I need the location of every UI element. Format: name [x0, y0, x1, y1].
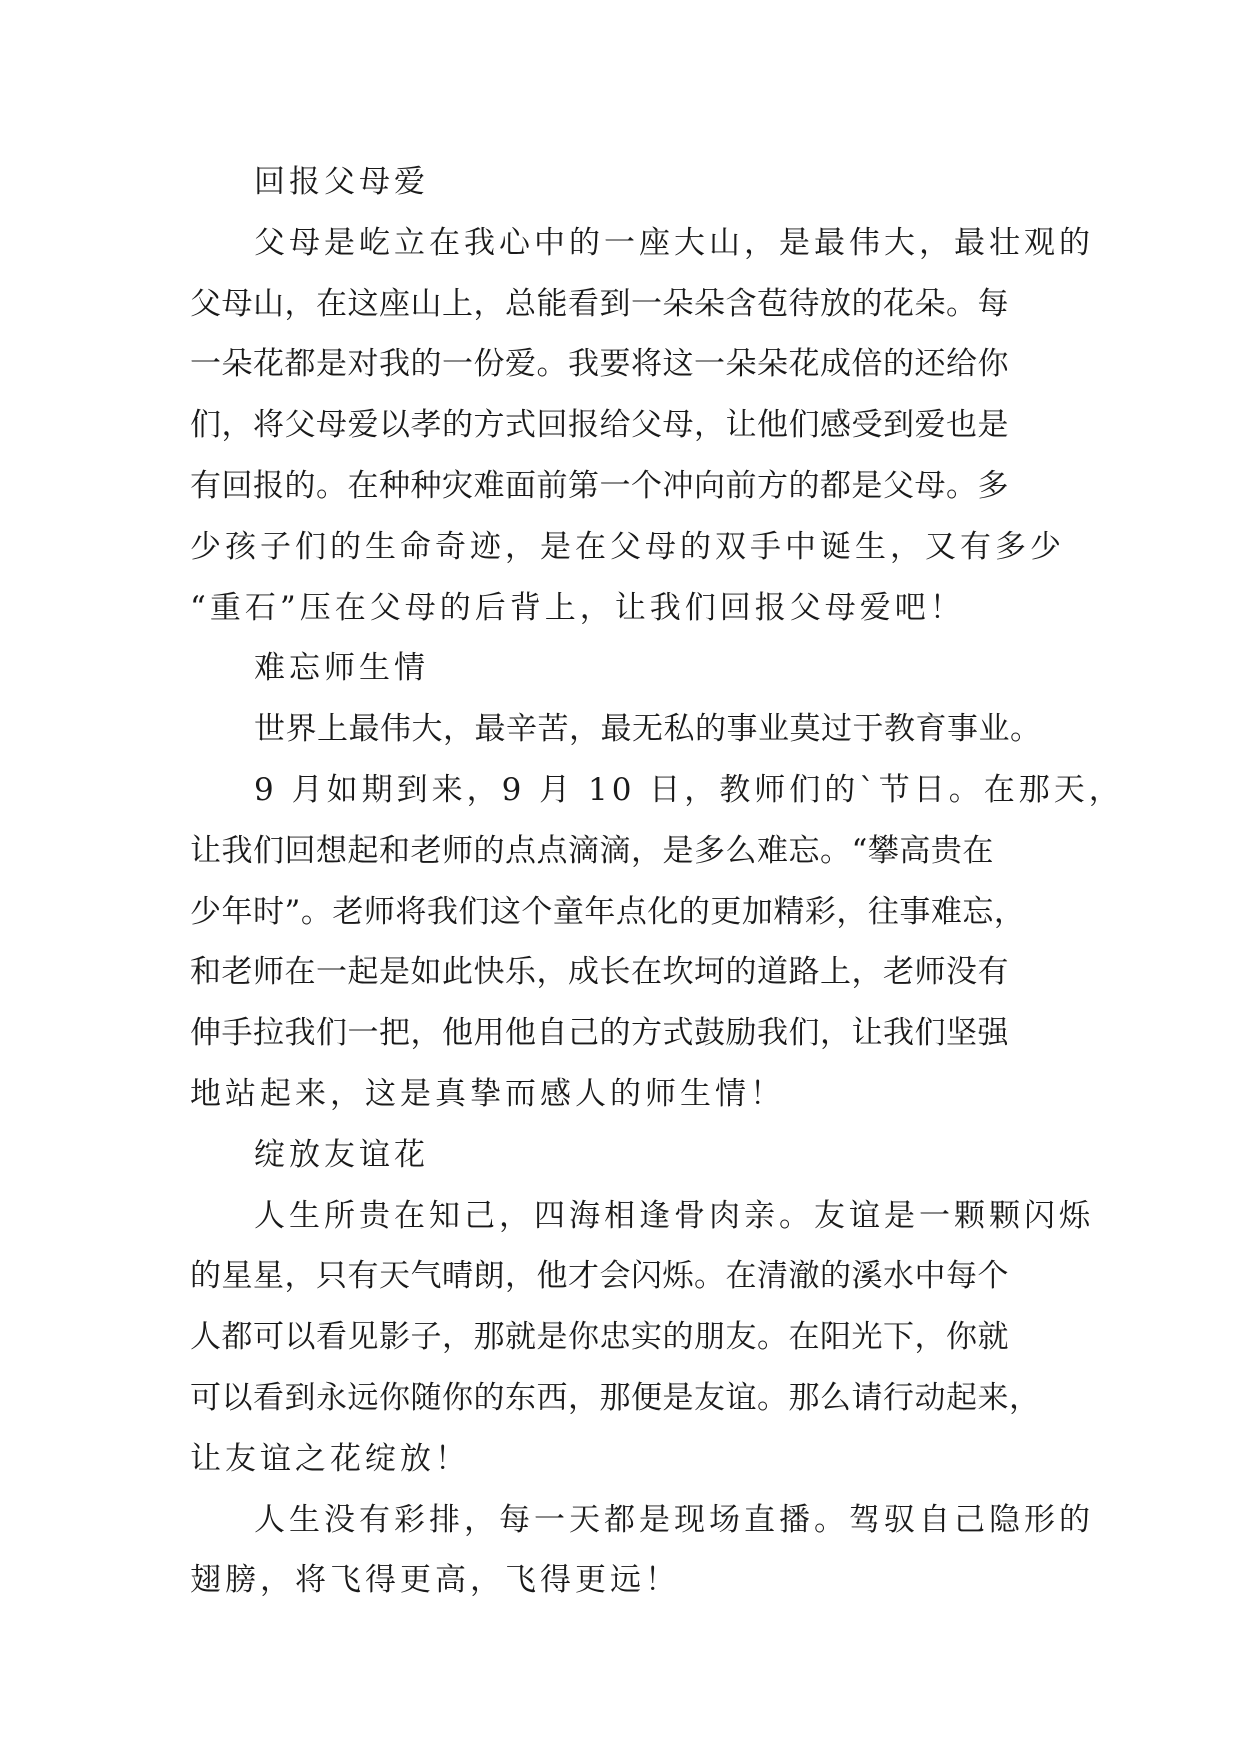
paragraph-line: 地站起来，这是真挚而感人的师生情！ [190, 1075, 785, 1112]
paragraph-line: 人生没有彩排，每一天都是现场直播。驾驭自己隐形的 [254, 1501, 1094, 1538]
paragraph-line: 让友谊之花绽放！ [190, 1440, 470, 1477]
section-heading-repay-parents: 回报父母爱 [254, 164, 429, 200]
paragraph-line: 一朵花都是对我的一份爱。我要将这一朵朵花成倍的还给你 [190, 346, 1009, 383]
document-body [190, 152, 1124, 1611]
paragraph-line: 的星星，只有天气晴朗，他才会闪烁。在清澈的溪水中每个 [190, 1258, 1009, 1295]
section-heading-friendship: 绽放友谊花 [254, 1136, 429, 1173]
paragraph-line: 世界上最伟大，最辛苦，最无私的事业莫过于教育事业。 [254, 711, 1042, 748]
paragraph-line: 可以看到永远你随你的东西，那便是友谊。那么请行动起来， [190, 1379, 1041, 1416]
paragraph-line: 9 月如期到来，9 月 10 日，教师们的`节日。在那天， [254, 771, 1124, 808]
paragraph-line: 有回报的。在种种灾难面前第一个冲向前方的都是父母。多 [190, 467, 1009, 504]
paragraph-line: 伸手拉我们一把，他用他自己的方式鼓励我们，让我们坚强 [190, 1015, 1009, 1052]
paragraph-line: “重石”压在父母的后背上，让我们回报父母爱吧！ [190, 589, 965, 626]
section-heading-teacher-student: 难忘师生情 [254, 650, 429, 687]
paragraph-line: 少年时”。老师将我们这个童年点化的更加精彩，往事难忘， [190, 893, 1026, 930]
paragraph-line: 父母山，在这座山上，总能看到一朵朵含苞待放的花朵。每 [190, 285, 1009, 322]
paragraph-line: 人都可以看见影子，那就是你忠实的朋友。在阳光下，你就 [190, 1319, 1009, 1356]
paragraph-line: 翅膀，将飞得更高，飞得更远！ [190, 1562, 680, 1599]
paragraph-line: 少孩子们的生命奇迹，是在父母的双手中诞生，又有多少 [190, 528, 1065, 565]
paragraph-line: 父母是屹立在我心中的一座大山，是最伟大，最壮观的 [254, 224, 1094, 261]
paragraph-line: 让我们回想起和老师的点点滴滴，是多么难忘。“攀高贵在 [190, 832, 994, 869]
paragraph-line: 人生所贵在知己，四海相逢骨肉亲。友谊是一颗颗闪烁 [254, 1197, 1094, 1234]
paragraph-line: 们，将父母爱以孝的方式回报给父母，让他们感受到爱也是 [190, 407, 1009, 444]
paragraph-line: 和老师在一起是如此快乐，成长在坎坷的道路上，老师没有 [190, 954, 1009, 991]
